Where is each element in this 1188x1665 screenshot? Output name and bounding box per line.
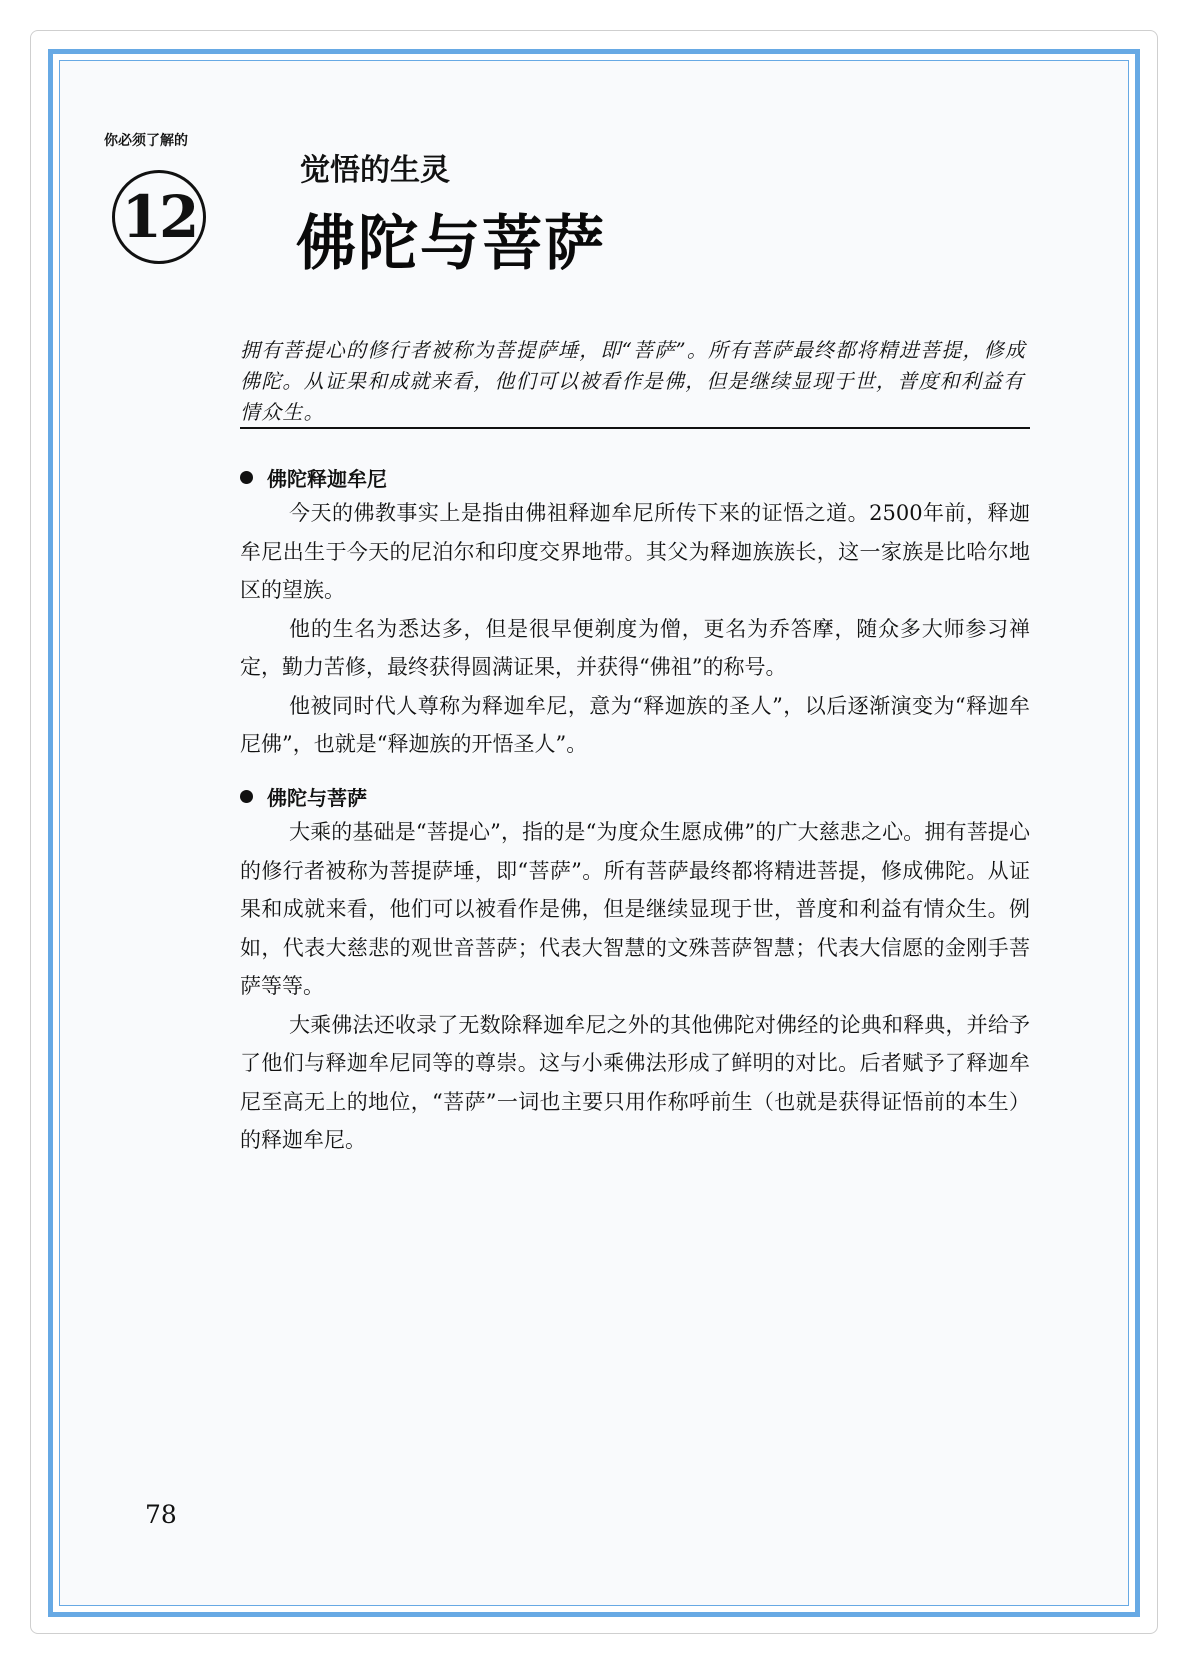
paragraph: 今天的佛教事实上是指由佛祖释迦牟尼所传下来的证悟之道。2500年前，释迦牟尼出生于今天的尼泊尔和印度交界地带。其父为释迦族族长，这一家族是比哈尔地区的望族。 <box>240 501 1030 602</box>
section-heading-text: 佛陀与菩萨 <box>267 785 367 810</box>
section-buddha-shakyamuni <box>240 460 1030 764</box>
paragraph: 他被同时代人尊称为释迦牟尼，意为“释迦族的圣人”，以后逐渐演变为“释迦牟尼佛”，也就是“释迦族的开悟圣人”。 <box>240 693 1030 756</box>
chapter-kicker: 你必须了解的 <box>104 133 188 149</box>
chapter-subtitle: 觉悟的生灵 <box>300 153 450 188</box>
bullet-icon <box>240 471 253 484</box>
divider-rule <box>240 427 1030 429</box>
paragraph: 他的生名为悉达多，但是很早便剃度为僧，更名为乔答摩，随众多大师参习禅定，勤力苦修，最终获得圆满证果，并获得“佛祖”的称号。 <box>240 616 1030 679</box>
section-heading <box>240 779 1030 813</box>
section-buddha-and-bodhisattva <box>240 779 1030 1160</box>
chapter-number: 12 <box>112 170 206 264</box>
chapter-title: 佛陀与菩萨 <box>296 209 606 279</box>
section-heading <box>240 460 1030 494</box>
intro-paragraph: 拥有菩提心的修行者被称为菩提萨埵，即“菩萨”。所有菩萨最终都将精进菩提，修成佛陀。从证果和成就来看，他们可以被看作是佛，但是继续显现于世，普度和利益有情众生。 <box>240 338 1027 424</box>
bullet-icon <box>240 790 253 803</box>
page-number: 78 <box>145 1500 177 1529</box>
paragraph: 大乘的基础是“菩提心”，指的是“为度众生愿成佛”的广大慈悲之心。拥有菩提心的修行者被称为菩提萨埵，即“菩萨”。所有菩萨最终都将精进菩提，修成佛陀。从证果和成就来看，他们可以被看作是佛，但是继续显现于世，普度和利益有情众生。例如，代表大慈悲的观世音菩萨；代表大智慧的文殊菩萨智慧；代表大信愿的金刚手菩萨等等。 <box>240 820 1030 998</box>
paragraph: 大乘佛法还收录了无数除释迦牟尼之外的其他佛陀对佛经的论典和释典，并给予了他们与释迦牟尼同等的尊崇。这与小乘佛法形成了鲜明的对比。后者赋予了释迦牟尼至高无上的地位，“菩萨”一词也主要只用作称呼前生（也就是获得证悟前的本生）的释迦牟尼。 <box>240 1012 1030 1152</box>
section-heading-text: 佛陀释迦牟尼 <box>267 466 387 491</box>
